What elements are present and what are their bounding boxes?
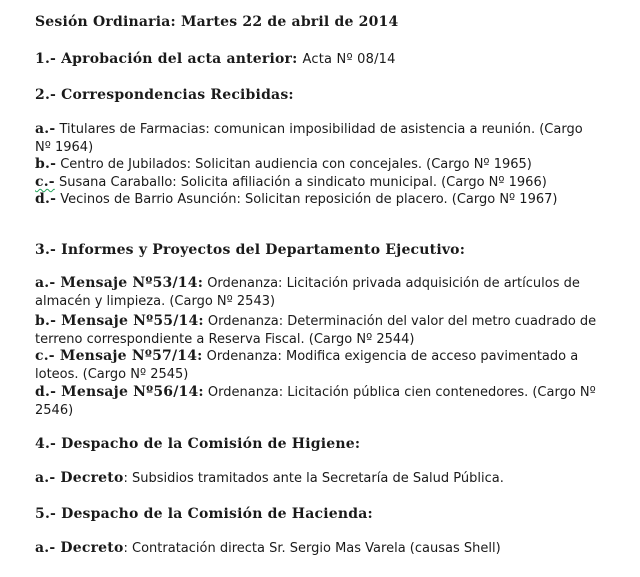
acta-value: Acta Nº 08/14 — [302, 52, 396, 67]
item-type: Ordenanza: — [207, 385, 284, 400]
list-item — [35, 313, 600, 348]
section-1-heading — [35, 51, 595, 68]
item-type: Ordenanza: — [207, 314, 284, 329]
item-label: b.- — [35, 156, 57, 172]
list-item — [35, 156, 600, 174]
list-item — [35, 275, 600, 310]
list-item — [35, 191, 600, 209]
item-label: c.- — [35, 174, 55, 190]
list-item — [35, 174, 600, 192]
list-item — [35, 121, 600, 156]
list-item — [35, 470, 600, 488]
item-text: Centro de Jubilados: Solicitan audiencia con concejales. (Cargo Nº 1965) — [60, 157, 532, 172]
section-3-heading: 3.- Informes y Proyectos del Departamento Ejecutivo: — [35, 242, 466, 258]
item-label: a.- Decreto — [35, 470, 124, 486]
item-text: : Subsidios tramitados ante la Secretaría de Salud Pública. — [123, 471, 504, 486]
session-title: Sesión Ordinaria: Martes 22 de abril de 2014 — [35, 14, 399, 30]
item-label: a.- Mensaje Nº53/14: — [35, 275, 204, 291]
item-label: b.- Mensaje Nº55/14: — [35, 313, 204, 329]
item-text: Susana Caraballo: Solicita afiliación a sindicato municipal. (Cargo Nº 1966) — [58, 175, 547, 190]
item-label: a.- Decreto — [35, 540, 124, 556]
item-text: Licitación pública cien contenedores. (Cargo Nº 2546) — [35, 385, 596, 418]
list-item — [35, 540, 600, 558]
item-type: Ordenanza: — [206, 349, 282, 364]
section-2-heading: 2.- Correspondencias Recibidas: — [35, 87, 294, 103]
item-text: Licitación privada adquisición de artículos de almacén y limpieza. (Cargo Nº 2543) — [35, 276, 580, 309]
section-1-label: 1.- Aprobación del acta anterior: — [35, 51, 298, 67]
item-type: Ordenanza: — [207, 276, 283, 291]
item-label: d.- — [35, 191, 57, 207]
item-text: Vecinos de Barrio Asunción: Solicitan reposición de placero. (Cargo Nº 1967) — [60, 192, 558, 207]
list-item — [35, 348, 600, 383]
item-text: Titulares de Farmacias: comunican imposibilidad de asistencia a reunión. (Cargo Nº 1964) — [35, 122, 583, 155]
item-label: a.- — [35, 121, 56, 137]
item-label: c.- Mensaje Nº57/14: — [35, 348, 203, 364]
item-text: Determinación del valor del metro cuadrado de terreno correspondiente a Reserva Fiscal. (Cargo Nº 2544) — [35, 314, 597, 347]
item-label: d.- Mensaje Nº56/14: — [35, 384, 204, 400]
item-text: : Contratación directa Sr. Sergio Mas Varela (causas Shell) — [123, 541, 501, 556]
list-item — [35, 384, 600, 419]
section-5-heading: 5.- Despacho de la Comisión de Hacienda: — [35, 506, 373, 522]
section-4-heading: 4.- Despacho de la Comisión de Higiene: — [35, 436, 361, 452]
item-text: Modifica exigencia de acceso pavimentado a loteos. (Cargo Nº 2545) — [35, 349, 579, 382]
